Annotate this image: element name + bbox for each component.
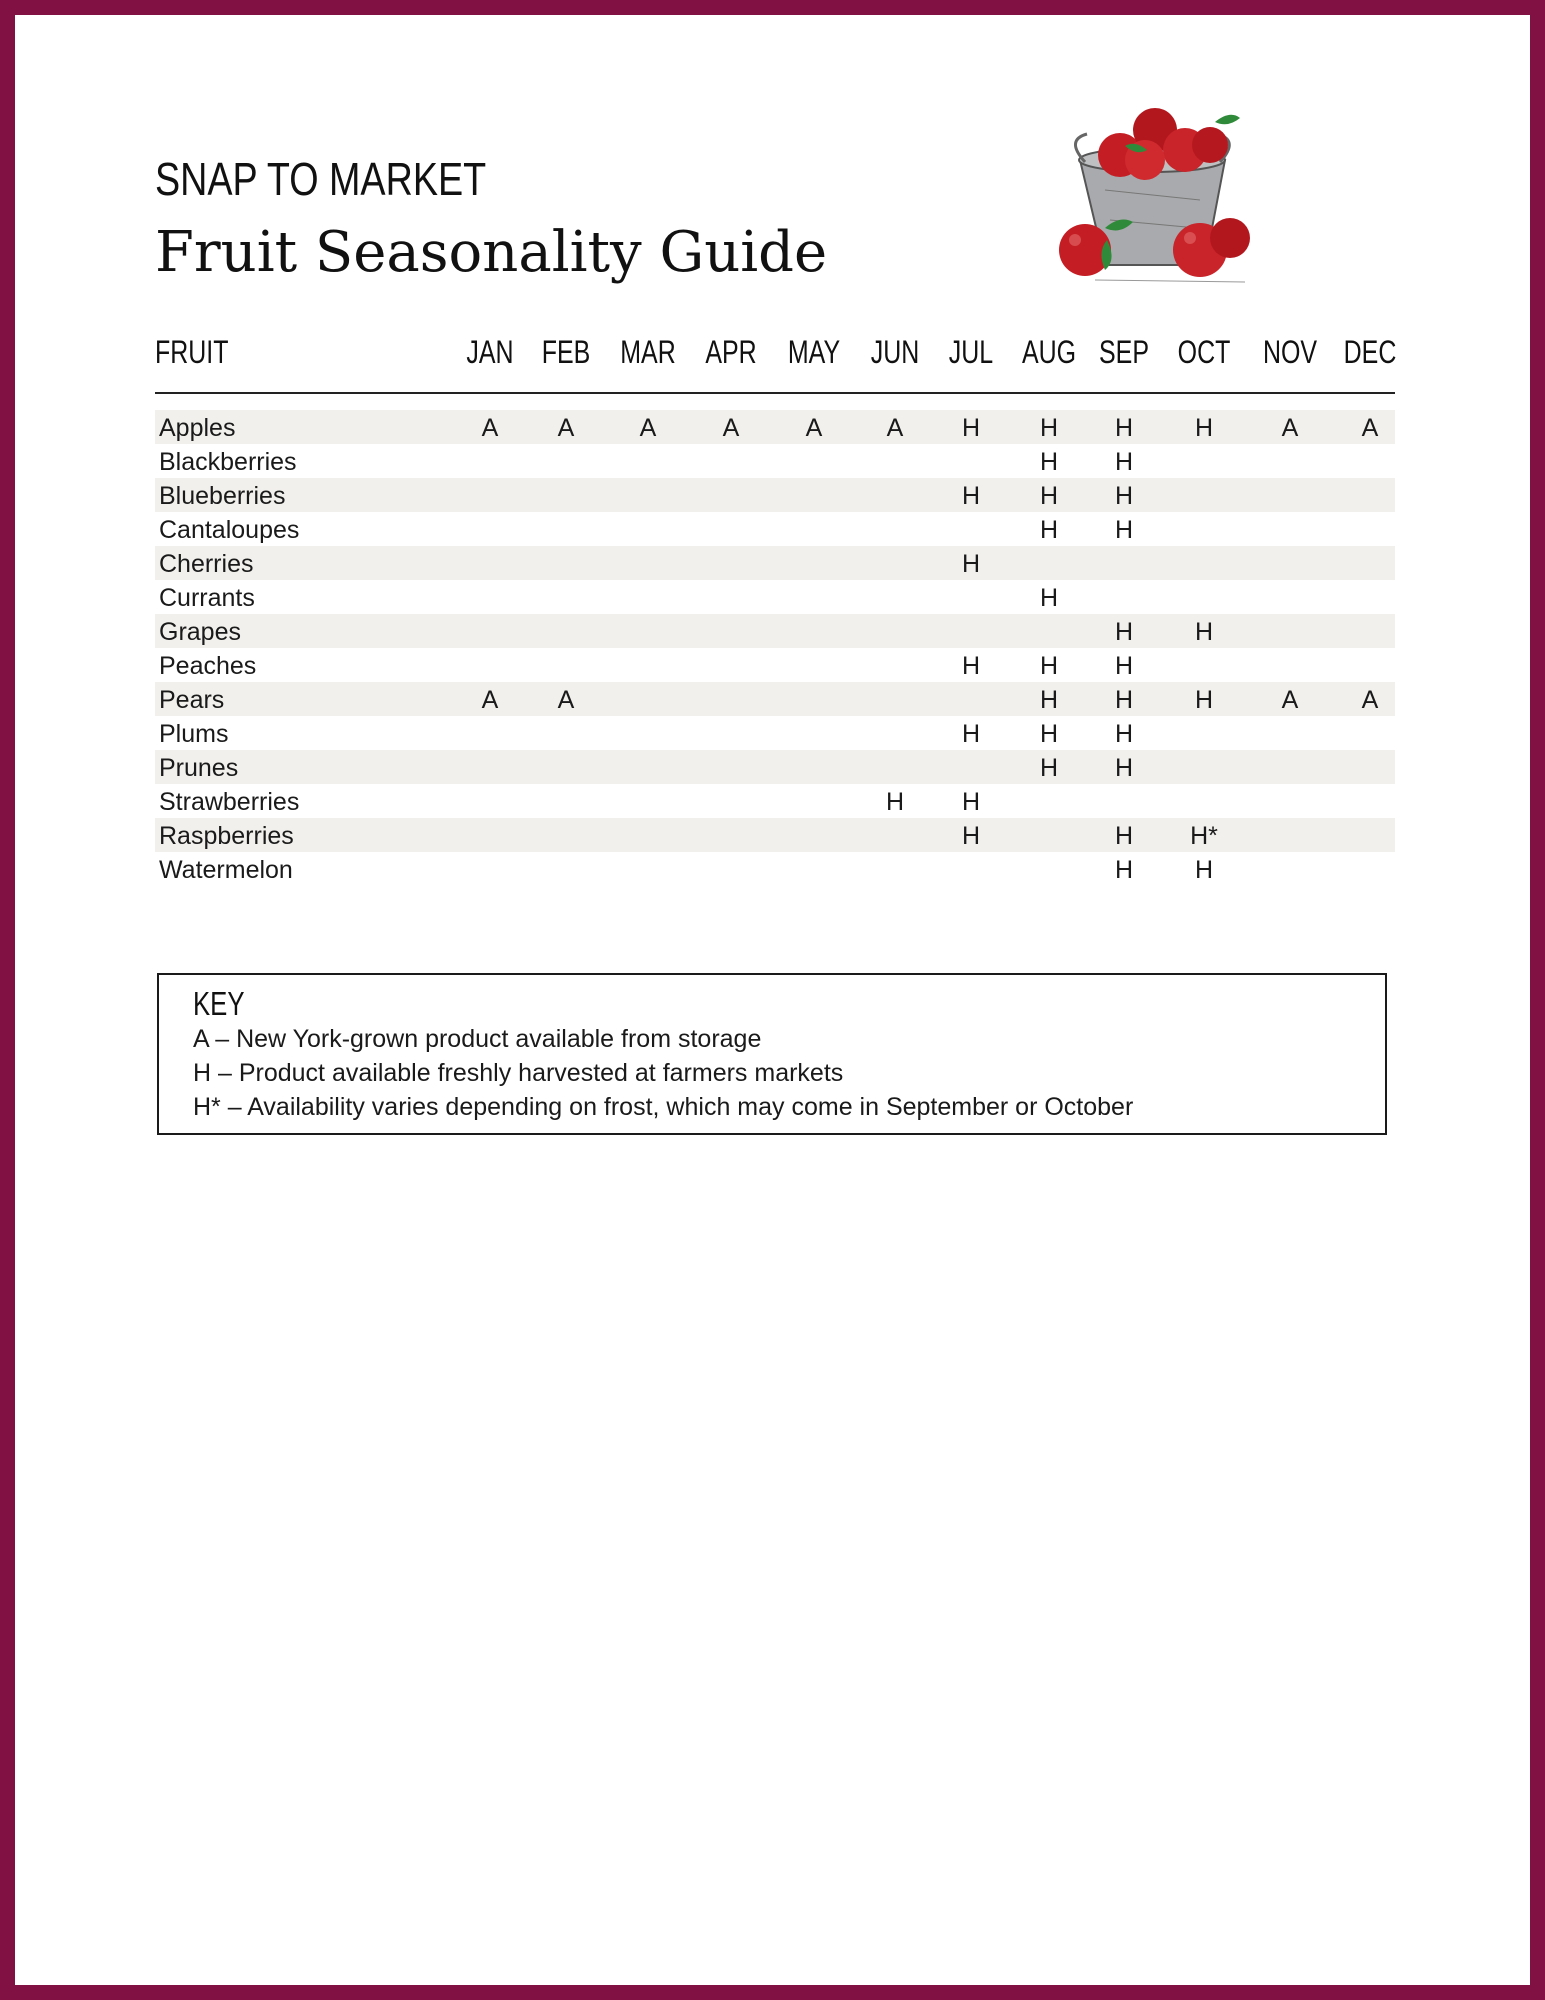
availability-cell: H <box>1039 482 1059 510</box>
availability-cell: H <box>961 822 981 850</box>
month-header-nov: NOV <box>1262 334 1318 370</box>
table-row <box>155 410 1395 444</box>
month-header-may: MAY <box>787 334 841 370</box>
availability-cell: H <box>961 788 981 816</box>
month-header-feb: FEB <box>541 334 591 370</box>
availability-cell: H <box>1039 448 1059 476</box>
availability-cell: H <box>1114 686 1134 714</box>
availability-cell: H <box>961 414 981 442</box>
availability-cell: H <box>1114 754 1134 782</box>
brand-heading: SNAP TO MARKET <box>155 153 487 205</box>
table-row <box>155 648 1395 682</box>
availability-cell: H* <box>1190 822 1218 850</box>
availability-cell: H <box>1114 618 1134 646</box>
availability-cell: H <box>961 482 981 510</box>
availability-cell: H <box>1039 720 1059 748</box>
fruit-name: Blackberries <box>159 448 297 476</box>
availability-cell: H <box>1114 822 1134 850</box>
month-header-dec: DEC <box>1343 334 1397 370</box>
availability-cell: A <box>557 686 575 714</box>
fruit-name: Plums <box>159 720 229 748</box>
key-box <box>157 973 1387 1135</box>
availability-cell: A <box>722 414 740 442</box>
availability-cell: H <box>1039 652 1059 680</box>
fruit-name: Cherries <box>159 550 254 578</box>
availability-cell: A <box>557 414 575 442</box>
availability-cell: H <box>1114 652 1134 680</box>
fruit-name: Watermelon <box>159 856 293 884</box>
availability-cell: H <box>1114 720 1134 748</box>
availability-cell: A <box>805 414 823 442</box>
availability-cell: H <box>961 550 981 578</box>
month-header-aug: AUG <box>1021 334 1077 370</box>
availability-cell: H <box>1039 686 1059 714</box>
month-header-jul: JUL <box>948 334 994 370</box>
availability-cell: H <box>1194 686 1214 714</box>
fruit-name: Raspberries <box>159 822 294 850</box>
availability-cell: H <box>1194 414 1214 442</box>
availability-cell: A <box>1281 414 1299 442</box>
table-row <box>155 818 1395 852</box>
availability-cell: H <box>961 720 981 748</box>
fruit-column-header: FRUIT <box>155 334 229 370</box>
availability-cell: A <box>481 414 499 442</box>
table-header <box>155 328 1395 394</box>
availability-cell: H <box>1114 448 1134 476</box>
availability-cell: A <box>1361 686 1379 714</box>
availability-cell: A <box>886 414 904 442</box>
availability-cell: H <box>885 788 905 816</box>
page-title: Fruit Seasonality Guide <box>155 220 828 285</box>
fruit-name: Strawberries <box>159 788 300 816</box>
availability-cell: A <box>1281 686 1299 714</box>
apple-bucket-illustration <box>1025 100 1275 295</box>
seasonality-table <box>155 410 1395 886</box>
availability-cell: A <box>481 686 499 714</box>
availability-cell: H <box>1039 516 1059 544</box>
availability-cell: H <box>1114 414 1134 442</box>
availability-cell: H <box>1039 584 1059 612</box>
fruit-name: Blueberries <box>159 482 286 510</box>
table-row <box>155 512 1395 546</box>
table-row <box>155 546 1395 580</box>
availability-cell: H <box>1114 516 1134 544</box>
availability-cell: H <box>961 652 981 680</box>
fruit-name: Cantaloupes <box>159 516 300 544</box>
availability-cell: H <box>1039 754 1059 782</box>
table-row <box>155 852 1395 886</box>
key-line-storage: A – New York-grown product available from storage <box>193 1025 762 1053</box>
fruit-name: Pears <box>159 686 225 714</box>
table-row <box>155 614 1395 648</box>
availability-cell: H <box>1194 856 1214 884</box>
table-row <box>155 478 1395 512</box>
month-header-mar: MAR <box>620 334 676 370</box>
availability-cell: H <box>1114 482 1134 510</box>
fruit-name: Grapes <box>159 618 241 646</box>
availability-cell: H <box>1114 856 1134 884</box>
month-header-jun: JUN <box>870 334 920 370</box>
table-row <box>155 784 1395 818</box>
fruit-name: Peaches <box>159 652 257 680</box>
availability-cell: H <box>1039 414 1059 442</box>
key-line-harvested: H – Product available freshly harvested at farmers markets <box>193 1059 844 1087</box>
month-header-jan: JAN <box>466 334 514 370</box>
fruit-name: Currants <box>159 584 255 612</box>
table-row <box>155 716 1395 750</box>
fruit-name: Apples <box>159 414 236 442</box>
fruit-name: Prunes <box>159 754 239 782</box>
table-row <box>155 580 1395 614</box>
availability-cell: H <box>1194 618 1214 646</box>
table-row <box>155 444 1395 478</box>
month-header-apr: APR <box>705 334 757 370</box>
availability-cell: A <box>639 414 657 442</box>
month-header-oct: OCT <box>1177 334 1231 370</box>
key-title: KEY <box>193 985 245 1022</box>
table-row <box>155 750 1395 784</box>
table-row <box>155 682 1395 716</box>
availability-cell: A <box>1361 414 1379 442</box>
key-line-frost: H* – Availability varies depending on frost, which may come in September or October <box>193 1093 1134 1121</box>
month-header-sep: SEP <box>1099 334 1149 370</box>
